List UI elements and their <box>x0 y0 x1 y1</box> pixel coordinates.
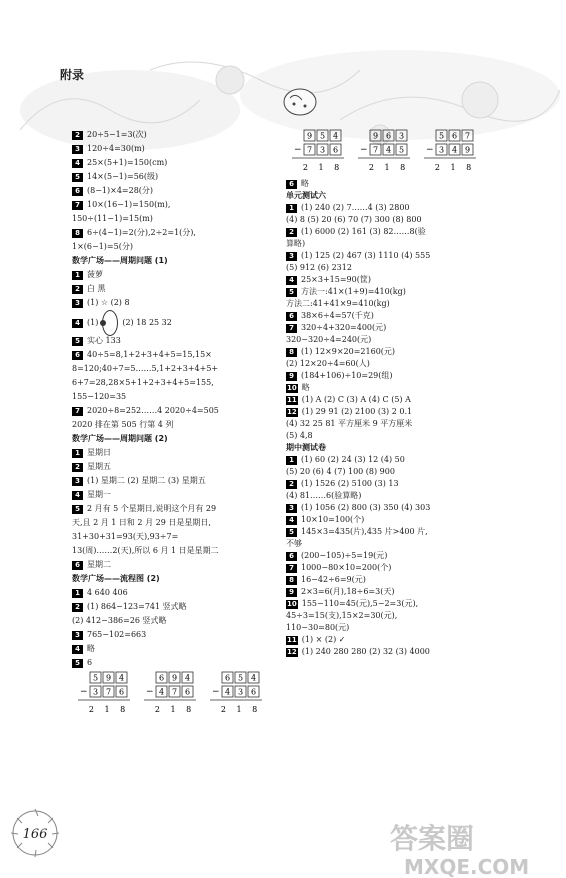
digit: 5 <box>92 673 99 683</box>
digit: 4 <box>224 687 231 697</box>
answer-text: (1) 60 (2) 24 (3) 12 (4) 50 <box>301 455 405 464</box>
answer-line <box>286 322 506 334</box>
answer-text: 星期二 <box>87 560 111 569</box>
answer-text: (1) 240 (2) 7……4 (3) 2800 <box>301 203 410 212</box>
answer-text: (4) 81……6(验算略) <box>286 491 362 500</box>
digit: 7 <box>464 131 471 141</box>
answer-line <box>72 460 282 474</box>
answer-text: (184+106)÷10=29(组) <box>301 371 393 380</box>
question-number: 10 <box>287 383 297 392</box>
question-number: 4 <box>72 645 83 654</box>
answer-line <box>286 178 506 190</box>
answer-line <box>286 214 506 226</box>
answer-text: (1) 1056 (2) 800 (3) 350 (4) 303 <box>301 503 431 512</box>
answer-text: 155−120=35 <box>72 392 127 401</box>
answer-line <box>72 334 282 348</box>
digit: 4 <box>451 145 458 155</box>
question-number: 7 <box>286 564 297 573</box>
answer-line <box>72 418 282 432</box>
minus-sign: − <box>80 687 88 697</box>
answer-text: 算略) <box>286 239 306 248</box>
digit: 3 <box>92 687 99 697</box>
question-number: 6 <box>286 312 297 321</box>
question-number: 2 <box>72 285 83 294</box>
question-number: 8 <box>72 229 83 238</box>
subtraction-result: 2 1 8 <box>434 163 476 172</box>
answer-text: 31+30+31=93(天),93÷7= <box>72 532 179 541</box>
question-number: 3 <box>72 477 83 486</box>
answer-text: 38×6÷4=57(千克) <box>301 311 374 320</box>
question-number: 1 <box>286 456 297 465</box>
answer-line <box>72 600 282 614</box>
minus-sign: − <box>426 145 434 155</box>
question-number: 3 <box>286 504 297 513</box>
minus-sign: − <box>146 687 154 697</box>
digit: 6 <box>224 673 231 683</box>
question-number: 12 <box>287 407 297 416</box>
question-number: 5 <box>72 659 83 668</box>
digit: 3 <box>398 131 405 141</box>
digit: 6 <box>184 687 191 697</box>
answer-text: 150÷(11−1)=15(m) <box>72 214 153 223</box>
answer-line <box>72 586 282 600</box>
answer-text: (1) 864−123=741 竖式略 <box>87 602 187 611</box>
answer-text: 13(周)……2(天),所以 6 月 1 日是星期二 <box>72 546 219 555</box>
digit: 7 <box>171 687 178 697</box>
question-number: 11 <box>287 395 297 404</box>
answer-line <box>286 370 506 382</box>
answer-line <box>72 240 282 254</box>
answer-line <box>72 376 282 390</box>
answer-line <box>286 430 506 442</box>
answer-text: 星期一 <box>87 490 111 499</box>
answer-text: 略 <box>87 644 95 653</box>
answer-line <box>286 478 506 490</box>
digit: 5 <box>319 131 326 141</box>
answer-line <box>72 446 282 460</box>
answer-text: 6 <box>87 658 93 667</box>
answer-line <box>72 362 282 376</box>
digit: 6 <box>451 131 458 141</box>
answer-line <box>72 656 282 670</box>
digit: 6 <box>158 673 165 683</box>
answer-line <box>72 268 282 282</box>
digit: 4 <box>250 673 257 683</box>
left-answer-column <box>72 128 282 720</box>
answer-line <box>286 598 506 610</box>
answer-text: 菠萝 <box>87 270 103 279</box>
answer-line <box>286 286 506 298</box>
section-heading: 单元测试六 <box>286 191 326 200</box>
answer-text: (1) 1526 (2) 5100 (3) 13 <box>301 479 399 488</box>
answer-line <box>286 358 506 370</box>
answer-line <box>72 544 282 558</box>
digit: 3 <box>319 145 326 155</box>
digit: 9 <box>372 131 379 141</box>
question-number: 10 <box>287 599 297 608</box>
vertical-subtraction <box>358 130 410 172</box>
subtraction-result: 2 1 8 <box>154 705 196 714</box>
answer-line <box>72 474 282 488</box>
answer-text: (200−105)÷5=19(元) <box>301 551 388 560</box>
subtraction-result: 2 1 8 <box>368 163 410 172</box>
answer-text: (1) 星期二 (2) 星期二 (3) 星期五 <box>87 476 206 485</box>
answer-line <box>286 622 506 634</box>
digit: 4 <box>332 131 339 141</box>
answer-text: 320÷4+320=400(元) <box>301 323 387 332</box>
question-number: 2 <box>72 463 83 472</box>
question-number: 2 <box>286 228 297 237</box>
answer-line <box>72 142 282 156</box>
answer-text: 白 黑 <box>87 284 106 293</box>
answer-line <box>72 212 282 226</box>
question-number: 1 <box>72 589 83 598</box>
answer-line <box>286 550 506 562</box>
vertical-subtraction-group <box>72 670 282 720</box>
right-answer-column <box>286 128 506 658</box>
answer-line <box>72 170 282 184</box>
answer-line <box>286 538 506 550</box>
answer-text: 320−320÷4=240(元) <box>286 335 372 344</box>
question-number: 6 <box>72 561 83 570</box>
answer-line <box>72 282 282 296</box>
answer-text: (4) 32 25 81 平方厘米 9 平方厘米 <box>286 419 413 428</box>
minus-sign: − <box>360 145 368 155</box>
question-number: 7 <box>286 324 297 333</box>
answer-text: 2020÷8=252……4 2020÷4=505 <box>87 406 219 415</box>
digit: 9 <box>105 673 112 683</box>
question-number: 6 <box>286 180 297 189</box>
answer-line <box>286 334 506 346</box>
answer-line <box>286 310 506 322</box>
question-number: 5 <box>286 288 297 297</box>
digit: 3 <box>438 145 445 155</box>
watermark-logo <box>384 816 566 878</box>
answer-text: 4 640 406 <box>87 588 128 597</box>
answer-text: 14×(5−1)=56(级) <box>87 172 159 181</box>
answer-text: (5) 20 (6) 4 (7) 100 (8) 900 <box>286 467 395 476</box>
answer-text: 20÷5−1=3(次) <box>87 130 147 139</box>
answer-line <box>72 184 282 198</box>
answer-line <box>286 574 506 586</box>
answer-text: 155−110=45(元),5−2=3(元), <box>301 599 419 608</box>
answer-text: 不够 <box>286 539 302 548</box>
digit: 7 <box>105 687 112 697</box>
vertical-subtraction <box>424 130 476 172</box>
question-number: 3 <box>72 299 83 308</box>
subtraction-diagrams <box>286 128 496 178</box>
minus-sign: − <box>212 687 220 697</box>
answer-line <box>286 466 506 478</box>
question-number: 4 <box>286 516 297 525</box>
digit: 6 <box>250 687 257 697</box>
answer-text: 1000−80×10=200(个) <box>301 563 392 572</box>
answer-text: (1) ☆ (2) 8 <box>87 298 130 307</box>
answer-line <box>286 346 506 358</box>
question-number: 3 <box>72 145 83 154</box>
answer-line <box>286 250 506 262</box>
answer-line <box>286 502 506 514</box>
answer-line <box>286 226 506 238</box>
answer-line <box>72 226 282 240</box>
digit: 7 <box>306 145 313 155</box>
vertical-subtraction <box>210 672 262 714</box>
question-number: 1 <box>72 271 83 280</box>
answer-text: (2) 12×20÷4=60(人) <box>286 359 370 368</box>
question-number: 2 <box>72 131 83 140</box>
question-number: 4 <box>72 159 83 168</box>
digit: 5 <box>438 131 445 141</box>
question-number: 6 <box>286 552 297 561</box>
section-label: 附录 <box>60 68 85 82</box>
question-number: 3 <box>72 631 83 640</box>
answer-text: (1) × (2) ✓ <box>301 635 346 644</box>
answer-line <box>286 634 506 646</box>
answer-line <box>72 628 282 642</box>
subtraction-result: 2 1 8 <box>302 163 344 172</box>
question-number: 1 <box>72 449 83 458</box>
question-number: 6 <box>72 187 83 196</box>
question-number: 5 <box>72 337 83 346</box>
answer-text: (1) A (2) C (3) A (4) C (5) A <box>301 395 411 404</box>
answer-line <box>72 310 282 334</box>
answer-text: 方法二:41+41×9=410(kg) <box>286 299 390 308</box>
answer-text: (1) 125 (2) 467 (3) 1110 (4) 555 <box>301 251 431 260</box>
question-number: 4 <box>72 491 83 500</box>
answer-line <box>286 562 506 574</box>
answer-text: 25×3+15=90(筐) <box>301 275 371 284</box>
vertical-subtraction <box>292 130 344 172</box>
question-number: 8 <box>286 348 297 357</box>
answer-line <box>286 586 506 598</box>
question-number: 5 <box>286 528 297 537</box>
answer-text: (1) 240 280 280 (2) 32 (3) 4000 <box>301 647 430 656</box>
answer-line <box>286 274 506 286</box>
answer-line <box>72 516 282 530</box>
question-number: 7 <box>72 407 83 416</box>
answer-line <box>72 128 282 142</box>
answer-line <box>286 238 506 250</box>
answer-text: 星期五 <box>87 462 111 471</box>
minus-sign: − <box>294 145 302 155</box>
subtraction-result: 2 1 8 <box>220 705 262 714</box>
question-number: 3 <box>286 252 297 261</box>
section-heading: 数学广场——周期问题 (1) <box>72 256 168 265</box>
answer-line <box>72 502 282 516</box>
answer-text: 8=120;40÷7=5……5,1+2+3+4+5+ <box>72 364 219 373</box>
answer-text: 天,且 2 月 1 日和 2 月 29 日是星期日, <box>72 518 211 527</box>
answer-text: 25×(5+1)=150(cm) <box>87 158 168 167</box>
digit: 5 <box>237 673 244 683</box>
answer-text: (2) 412−386=26 竖式略 <box>72 616 167 625</box>
answer-text: 1×(6−1)=5(分) <box>72 242 133 251</box>
answer-text: 10×10=100(个) <box>301 515 365 524</box>
answer-line <box>286 382 506 394</box>
question-number: 9 <box>286 372 297 381</box>
answer-text: (1) <box>87 318 99 327</box>
answer-text: 16−42÷6=9(元) <box>301 575 366 584</box>
ladybug-illustration <box>284 89 316 115</box>
answer-line <box>286 454 506 466</box>
answer-text: 45÷3=15(支),15×2=30(元), <box>286 611 398 620</box>
answer-text: (1) 12×9×20=2160(元) <box>301 347 396 356</box>
answer-line <box>286 526 506 538</box>
svg-text:MXQE.COM: MXQE.COM <box>404 855 530 878</box>
question-number: 5 <box>72 505 83 514</box>
answer-text: 2020 排在第 505 行第 4 列 <box>72 420 174 429</box>
answer-text: (5) 4,8 <box>286 431 313 440</box>
answer-line <box>286 418 506 430</box>
vertical-subtraction-group <box>286 128 506 178</box>
digit: 6 <box>118 687 125 697</box>
answer-line <box>286 394 506 406</box>
answer-line <box>72 530 282 544</box>
digit: 7 <box>372 145 379 155</box>
question-number: 6 <box>72 351 83 360</box>
question-number: 8 <box>286 576 297 585</box>
question-number: 1 <box>286 204 297 213</box>
question-number: 7 <box>72 201 83 210</box>
answer-line <box>72 614 282 628</box>
section-heading: 期中测试卷 <box>286 443 326 452</box>
answer-line <box>286 490 506 502</box>
digit: 9 <box>464 145 471 155</box>
answer-text: (8−1)×4=28(分) <box>87 186 154 195</box>
question-number: 2 <box>72 603 83 612</box>
answer-text: 120÷4=30(m) <box>87 144 145 153</box>
answer-text: 110−30=80(元) <box>286 623 350 632</box>
question-number: 11 <box>287 635 297 644</box>
answer-line <box>72 156 282 170</box>
answer-text: (5) 912 (6) 2312 <box>286 263 352 272</box>
answer-text: 星期日 <box>87 448 111 457</box>
answer-text: (1) 6000 (2) 161 (3) 82……8(验 <box>301 227 426 236</box>
digit: 3 <box>237 687 244 697</box>
answer-text: 方法一:41×(1+9)=410(kg) <box>301 287 406 296</box>
digit: 9 <box>306 131 313 141</box>
answer-line <box>72 488 282 502</box>
question-number: 4 <box>72 319 83 328</box>
question-number: 2 <box>286 480 297 489</box>
subtraction-result: 2 1 8 <box>88 705 130 714</box>
subtraction-diagrams <box>72 670 282 720</box>
answer-text: 略 <box>301 383 310 392</box>
question-number: 12 <box>287 647 297 656</box>
answer-text: 10×(16−1)=150(m), <box>87 200 171 209</box>
answer-text: 2×3=6(月),18÷6=3(天) <box>301 587 395 596</box>
answer-text: 6+7=28,28×5+1+2+3+4+5=155, <box>72 378 214 387</box>
answer-line <box>72 642 282 656</box>
answer-line <box>286 298 506 310</box>
answer-line <box>286 514 506 526</box>
answer-text: 略 <box>301 179 309 188</box>
answer-text: 实心 133 <box>87 336 121 345</box>
answer-text: 40÷5=8,1+2+3+4+5=15,15× <box>87 350 212 359</box>
vertical-subtraction <box>144 672 196 714</box>
page-number-badge <box>8 806 62 860</box>
answer-line <box>72 558 282 572</box>
digit: 4 <box>184 673 191 683</box>
answer-text: 765−102=663 <box>87 630 147 639</box>
section-heading: 数学广场——周期问题 (2) <box>72 434 168 443</box>
answer-text: (1) 29 91 (2) 2100 (3) 2 0.1 <box>301 407 413 416</box>
svg-text:答案圈: 答案圈 <box>390 822 475 855</box>
digit: 4 <box>118 673 125 683</box>
section-heading: 数学广场——流程图 (2) <box>72 574 160 583</box>
answer-text: (4) 8 (5) 20 (6) 70 (7) 300 (8) 800 <box>286 215 422 224</box>
digit: 9 <box>171 673 178 683</box>
answer-line <box>72 390 282 404</box>
answer-line <box>72 348 282 362</box>
digit: 6 <box>332 145 339 155</box>
question-number: 4 <box>286 276 297 285</box>
answer-line <box>286 610 506 622</box>
question-number: 9 <box>286 588 297 597</box>
answer-text: 2 月有 5 个星期日,说明这个月有 29 <box>87 504 217 513</box>
answer-line <box>286 202 506 214</box>
page-number: 166 <box>22 827 48 842</box>
answer-text: 6÷(4−1)=2(分),2÷2=1(分), <box>87 228 196 237</box>
digit: 4 <box>385 145 392 155</box>
digit: 5 <box>398 145 405 155</box>
bead-string-figure <box>102 310 118 336</box>
vertical-subtraction <box>78 672 130 714</box>
answer-text: 145×3=435(片),435 片>400 片, <box>301 527 428 536</box>
answer-line <box>286 262 506 274</box>
answer-line <box>72 404 282 418</box>
answer-line <box>72 198 282 212</box>
answer-text: (2) 18 25 32 <box>122 318 172 327</box>
question-number: 5 <box>72 173 83 182</box>
answer-line <box>286 406 506 418</box>
answer-line <box>72 296 282 310</box>
digit: 4 <box>158 687 165 697</box>
digit: 6 <box>385 131 392 141</box>
answer-line <box>286 646 506 658</box>
